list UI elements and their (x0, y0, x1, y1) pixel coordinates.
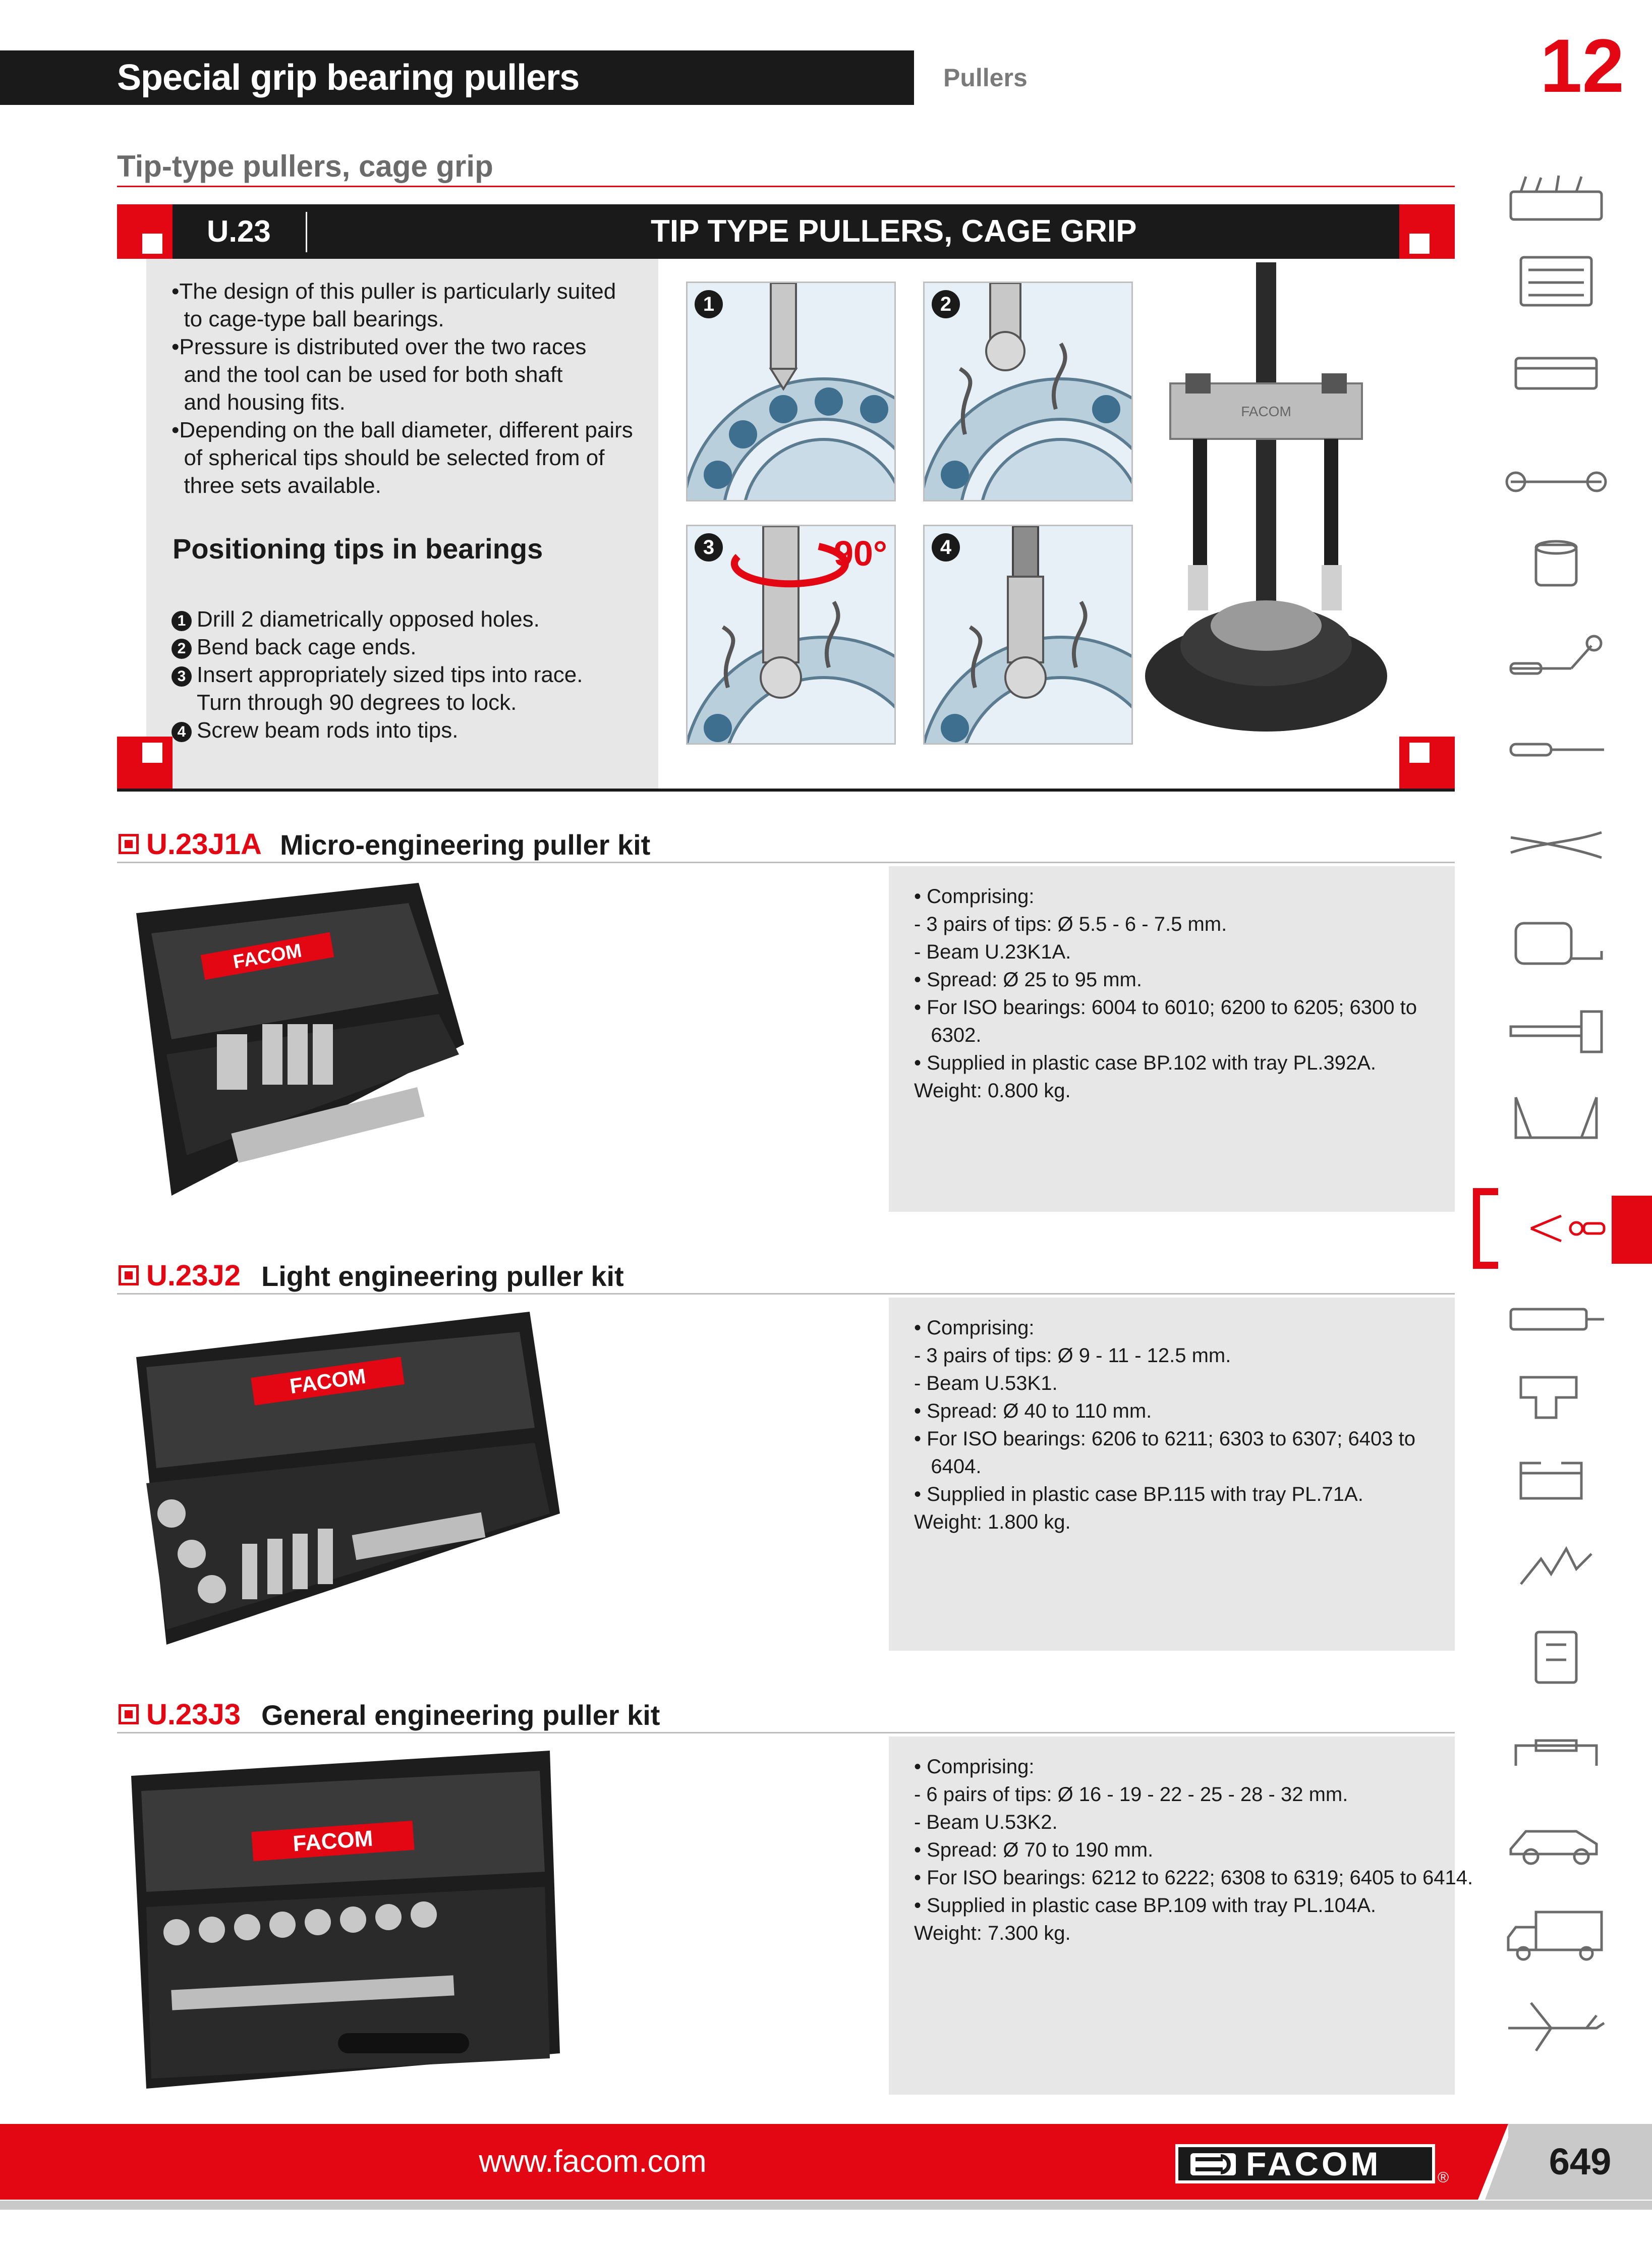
product-image (116, 1302, 570, 1655)
spec-line: • Comprising: (914, 885, 1035, 908)
tab-safety-tools[interactable] (1501, 1539, 1612, 1594)
tab-roller-cabinet[interactable] (1501, 255, 1612, 310)
hammer-icon (1501, 1004, 1612, 1059)
step-3 (172, 661, 583, 689)
bullet-line: to cage-type ball bearings. (172, 307, 444, 331)
divider (306, 212, 307, 252)
drill-bearing-illustration (688, 283, 894, 500)
case-brand: FACOM (288, 1364, 368, 1398)
case-brand: FACOM (292, 1826, 374, 1857)
tab-vice[interactable] (1501, 1453, 1612, 1508)
product-code: U.23J2 (146, 1259, 241, 1292)
spec-line: - 3 pairs of tips: Ø 5.5 - 6 - 7.5 mm. (914, 913, 1227, 935)
ratchet-icon (1501, 631, 1612, 686)
corner-mark (117, 737, 173, 792)
spec-line: • For ISO bearings: 6004 to 6010; 6200 to 6205; 6300 to (914, 996, 1417, 1019)
roller-cabinet-icon (1501, 255, 1612, 310)
hacksaw-icon (1501, 1090, 1612, 1145)
step-4 (172, 716, 458, 744)
tab-tape-measure[interactable] (1501, 913, 1612, 969)
case-brand: FACOM (231, 940, 304, 973)
spec-line: • Spread: Ø 25 to 95 mm. (914, 969, 1142, 991)
tool-chest-icon (1501, 172, 1612, 227)
handle-icon (1501, 1725, 1612, 1781)
puller-photo (1140, 262, 1392, 747)
spec-line: • Spread: Ø 40 to 110 mm. (914, 1400, 1152, 1422)
step-text: Drill 2 diametrically opposed holes. (197, 607, 540, 632)
bullet-2 (172, 333, 656, 416)
tab-hammer[interactable] (1501, 1004, 1612, 1059)
case-image (116, 873, 469, 1201)
illustration-number: 1 (695, 290, 723, 318)
step-1-illustration (686, 282, 896, 501)
case-image (116, 1741, 570, 2094)
step-text: Insert appropriately sized tips into race. (197, 662, 583, 687)
tab-electrical[interactable] (1501, 1630, 1612, 1685)
product-name: Micro-engineering puller kit (280, 829, 651, 861)
spec-line: Weight: 1.800 kg. (914, 1511, 1071, 1533)
vice-icon (1501, 1453, 1612, 1508)
tab-puller[interactable] (1501, 1201, 1612, 1256)
step-text: Bend back cage ends. (197, 635, 417, 659)
tab-aircraft[interactable] (1501, 1998, 1612, 2053)
aircraft-icon (1501, 1998, 1612, 2053)
corner-mark (117, 204, 173, 259)
beam-label: FACOM (1241, 404, 1291, 419)
spec-line: • Comprising: (914, 1317, 1035, 1339)
spec-line: Weight: 0.800 kg. (914, 1080, 1071, 1102)
tool-box-icon (1501, 343, 1612, 399)
step-number: 1 (172, 611, 192, 631)
subtitle: Tip-type pullers, cage grip (117, 149, 493, 183)
product-marker (119, 1704, 139, 1724)
spec-line: 6404. (914, 1455, 982, 1478)
step-2 (172, 633, 416, 661)
tab-socket[interactable] (1501, 535, 1612, 590)
spec-line: • For ISO bearings: 6206 to 6211; 6303 to 6307; 6403 to (914, 1428, 1415, 1450)
positioning-title: Positioning tips in bearings (173, 533, 543, 565)
spec-line: - Beam U.23K1A. (914, 941, 1071, 963)
illustration-number: 3 (695, 533, 723, 562)
tab-screwdriver[interactable] (1501, 721, 1612, 777)
impact-wrench-icon (1501, 1367, 1612, 1423)
product-code: U.23J1A (146, 828, 262, 861)
product-image (116, 1741, 570, 2094)
u23-bottom-rule (117, 789, 1455, 792)
torque-tester-icon (1501, 1292, 1612, 1347)
spec-line: • Supplied in plastic case BP.109 with tray PL.104A. (914, 1894, 1377, 1917)
subtitle-rule (117, 186, 1455, 187)
active-tab-bracket (1473, 1188, 1498, 1269)
product-name: General engineering puller kit (261, 1699, 660, 1731)
page-title: Special grip bearing pullers (117, 58, 580, 98)
step-3-illustration (686, 525, 896, 745)
spec-line: • Spread: Ø 70 to 190 mm. (914, 1839, 1154, 1861)
tab-wrench[interactable] (1501, 454, 1612, 510)
tape-measure-icon (1501, 913, 1612, 969)
bend-cage-illustration (925, 283, 1131, 500)
product-rule (117, 1293, 1455, 1295)
tab-hacksaw[interactable] (1501, 1090, 1612, 1145)
corner-mark (1399, 737, 1455, 792)
tab-handle[interactable] (1501, 1725, 1612, 1781)
bullet-line: three sets available. (172, 473, 381, 498)
bullet-line: of spherical tips should be selected from of (172, 445, 605, 470)
truck-icon (1501, 1907, 1612, 1962)
spec-line: - Beam U.53K1. (914, 1372, 1058, 1394)
product-marker (119, 834, 139, 854)
product-code: U.23J3 (146, 1698, 241, 1731)
tab-torque-tester[interactable] (1501, 1292, 1612, 1347)
corner-mark (1399, 204, 1455, 259)
bullet-1 (172, 277, 656, 333)
product-name: Light engineering puller kit (261, 1260, 624, 1292)
u23-title: TIP TYPE PULLERS, CAGE GRIP (651, 214, 1137, 249)
tab-pliers[interactable] (1501, 817, 1612, 873)
screwdriver-icon (1501, 721, 1612, 777)
step-number: 3 (172, 666, 192, 687)
spec-line: - Beam U.53K2. (914, 1811, 1058, 1833)
screw-rods-illustration (925, 526, 1131, 743)
spec-line: • For ISO bearings: 6212 to 6222; 6308 to 6319; 6405 to 6414. (914, 1867, 1473, 1889)
step-text: Turn through 90 degrees to lock. (197, 690, 517, 715)
step-4-illustration (923, 525, 1133, 745)
registered-mark: ® (1438, 2169, 1449, 2186)
facom-wordmark: FACOM (1246, 2145, 1382, 2182)
illustration-number: 4 (932, 533, 960, 562)
spec-line: 6302. (914, 1024, 982, 1046)
page-number: 649 (1549, 2141, 1612, 2182)
product-rule (117, 862, 1455, 863)
tab-truck[interactable] (1501, 1907, 1612, 1962)
tab-car[interactable] (1501, 1811, 1612, 1867)
socket-icon (1501, 535, 1612, 590)
step-1 (172, 605, 540, 633)
bullet-line: •Pressure is distributed over the two races (172, 334, 587, 359)
tab-ratchet[interactable] (1501, 631, 1612, 686)
safety-tools-icon (1501, 1539, 1612, 1594)
step-text: Screw beam rods into tips. (197, 718, 459, 743)
electrical-icon (1501, 1630, 1612, 1685)
footer-url[interactable]: www.facom.com (479, 2144, 707, 2179)
facom-emblem-icon (1190, 2153, 1236, 2175)
step-3-continued (197, 689, 517, 716)
spec-line: - 6 pairs of tips: Ø 16 - 19 - 22 - 25 - 28 - 32 mm. (914, 1783, 1348, 1806)
product-marker (119, 1265, 139, 1285)
case-image (116, 1302, 570, 1655)
product-image (116, 873, 469, 1201)
product-rule (117, 1732, 1455, 1733)
illustration-number: 2 (932, 290, 960, 318)
bullet-3 (172, 416, 656, 499)
tab-tool-box[interactable] (1501, 343, 1612, 399)
bullet-line: •Depending on the ball diameter, different pairs (172, 418, 633, 442)
spec-line: • Comprising: (914, 1756, 1035, 1778)
tab-impact-wrench[interactable] (1501, 1367, 1612, 1423)
active-tab-marker (1612, 1196, 1652, 1264)
spec-line: • Supplied in plastic case BP.115 with tray PL.71A. (914, 1483, 1363, 1505)
bullet-line: and the tool can be used for both shaft (172, 362, 563, 387)
section-label: Pullers (943, 64, 1028, 92)
puller-icon (1501, 1201, 1612, 1256)
cage-puller-image (1140, 262, 1392, 747)
spec-line: • Supplied in plastic case BP.102 with tray PL.392A. (914, 1052, 1377, 1074)
footer-grey-rule (0, 2201, 1652, 2210)
pliers-icon (1501, 817, 1612, 873)
wrench-icon (1501, 454, 1612, 510)
spec-line: Weight: 7.300 kg. (914, 1922, 1071, 1944)
step-2-illustration (923, 282, 1133, 501)
bullet-line: and housing fits. (172, 390, 346, 415)
step-number: 4 (172, 722, 192, 742)
car-icon (1501, 1811, 1612, 1867)
rotation-label: 90° (834, 534, 887, 573)
spec-line: - 3 pairs of tips: Ø 9 - 11 - 12.5 mm. (914, 1344, 1231, 1367)
u23-code: U.23 (207, 214, 271, 248)
chapter-number: 12 (1540, 23, 1624, 108)
bullet-line: •The design of this puller is particularly suited (172, 279, 616, 304)
step-number: 2 (172, 639, 192, 659)
tab-tool-chest[interactable] (1501, 172, 1612, 227)
